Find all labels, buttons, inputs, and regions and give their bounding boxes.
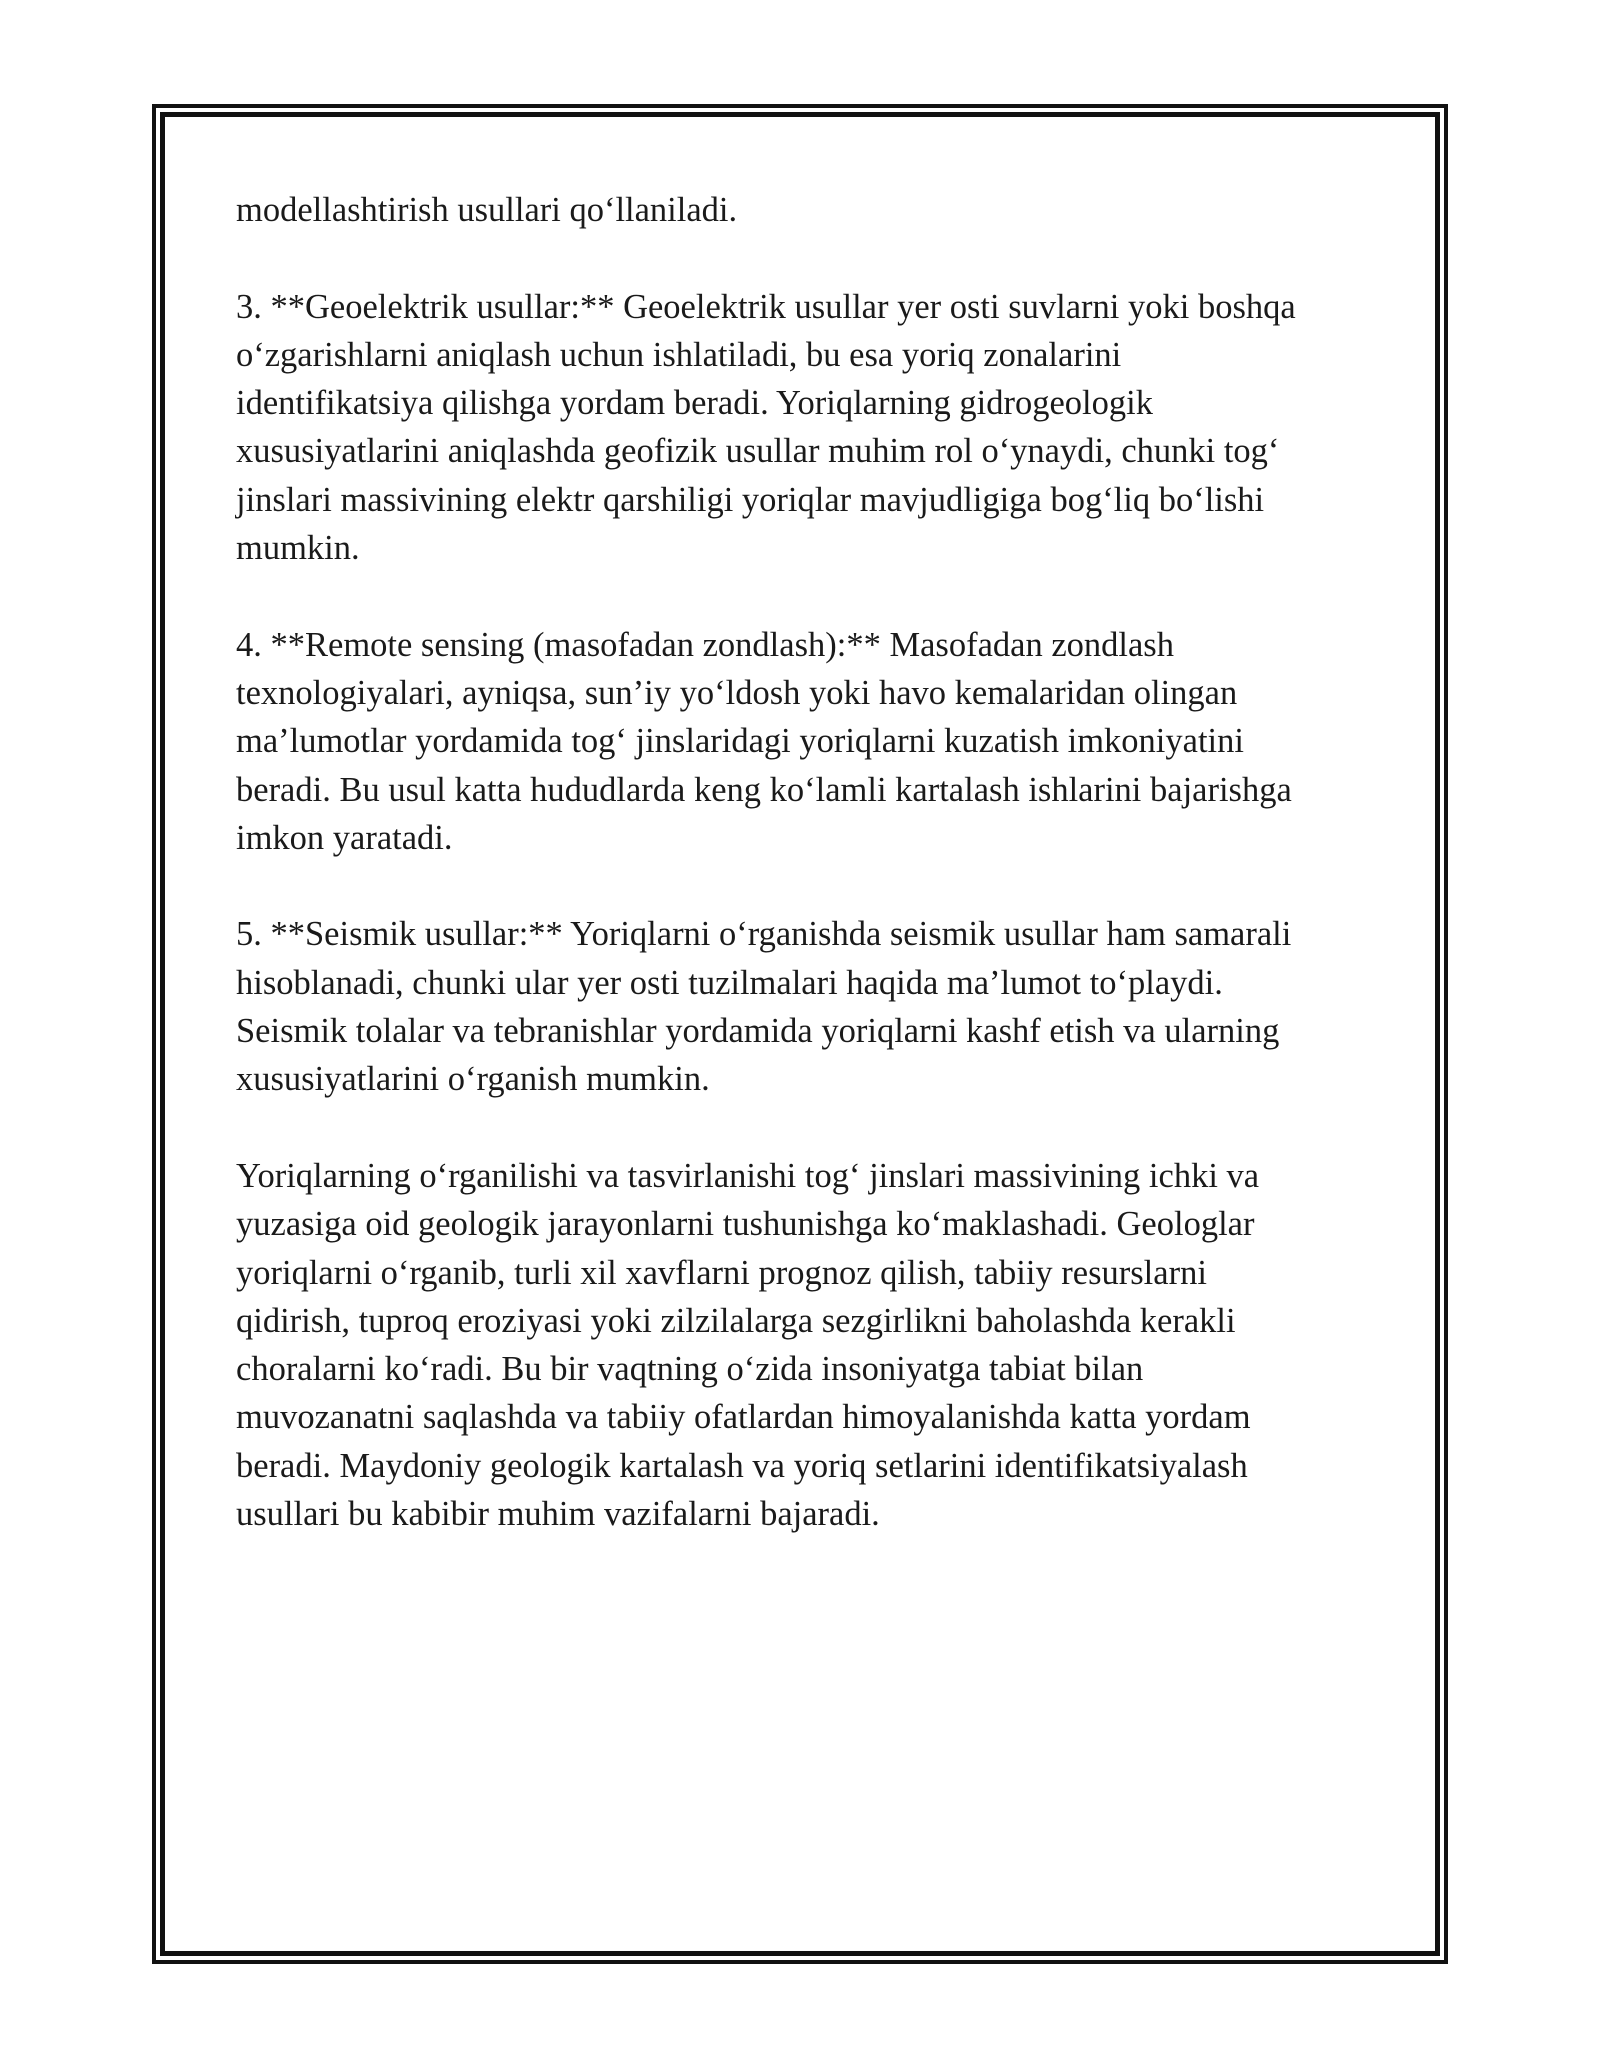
text-line: beradi. Maydoniy geologik kartalash va yoriq setlarini identifikatsiyalash (236, 1446, 1248, 1485)
text-line: yoriqlarni o‘rganib, turli xil xavflarni prognoz qilish, tabiiy resurslarni (236, 1253, 1207, 1292)
text-line: 5. **Seismik usullar:** Yoriqlarni o‘rganishda seismik usullar ham samarali (236, 915, 1292, 954)
text-line: Yoriqlarning o‘rganilishi va tasvirlanishi tog‘ jinslari massivining ichki va (236, 1156, 1260, 1195)
text-line: usullari bu kabibir muhim vazifalarni bajaradi. (236, 1495, 880, 1534)
text-line: xususiyatlarini o‘rganish mumkin. (236, 1060, 710, 1099)
document-body (236, 186, 1371, 1587)
text-line: beradi. Bu usul katta hududlarda keng ko‘lamli kartalash ishlarini bajarishga (236, 770, 1292, 809)
paragraph-seismic-methods (236, 910, 1371, 1103)
text-line: 3. **Geoelektrik usullar:** Geoelektrik usullar yer osti suvlarni yoki boshqa (236, 287, 1296, 326)
text-line: muvozanatni saqlashda va tabiiy ofatlardan himoyalanishda katta yordam (236, 1398, 1251, 1437)
text-line: yuzasiga oid geologik jarayonlarni tushunishga ko‘maklashadi. Geologlar (236, 1205, 1255, 1244)
text-line: hisoblanadi, chunki ular yer osti tuzilmalari haqida ma’lumot to‘playdi. (236, 963, 1223, 1002)
text-line: ma’lumotlar yordamida tog‘ jinslaridagi yoriqlarni kuzatish imkoniyatini (236, 722, 1244, 761)
text-line: 4. **Remote sensing (masofadan zondlash):** Masofadan zondlash (236, 625, 1174, 664)
text-line: identifikatsiya qilishga yordam beradi. Yoriqlarning gidrogeologik (236, 384, 1153, 423)
paragraph-conclusion (236, 1152, 1371, 1538)
text-line: qidirish, tuproq eroziyasi yoki zilzilalarga sezgirlikni baholashda kerakli (236, 1301, 1236, 1340)
text-line: texnologiyalari, ayniqsa, sun’iy yo‘ldosh yoki havo kemalaridan olingan (236, 673, 1238, 712)
text-line: Seismik tolalar va tebranishlar yordamida yoriqlarni kashf etish va ularning (236, 1012, 1280, 1051)
text-line: xususiyatlarini aniqlashda geofizik usullar muhim rol o‘ynaydi, chunki tog‘ (236, 432, 1280, 471)
text-line: modellashtirish usullari qo‘llaniladi. (236, 191, 738, 229)
paragraph-continuation (236, 186, 1371, 234)
text-line: imkon yaratadi. (236, 818, 453, 857)
paragraph-remote-sensing (236, 621, 1371, 862)
paragraph-geoelectric-methods (236, 283, 1371, 573)
text-line: choralarni ko‘radi. Bu bir vaqtning o‘zida insoniyatga tabiat bilan (236, 1350, 1144, 1389)
text-line: jinslari massivining elektr qarshiligi yoriqlar mavjudligiga bog‘liq bo‘lishi (236, 480, 1265, 519)
text-line: mumkin. (236, 529, 360, 568)
text-line: o‘zgarishlarni aniqlash uchun ishlatiladi, bu esa yoriq zonalarini (236, 335, 1122, 374)
